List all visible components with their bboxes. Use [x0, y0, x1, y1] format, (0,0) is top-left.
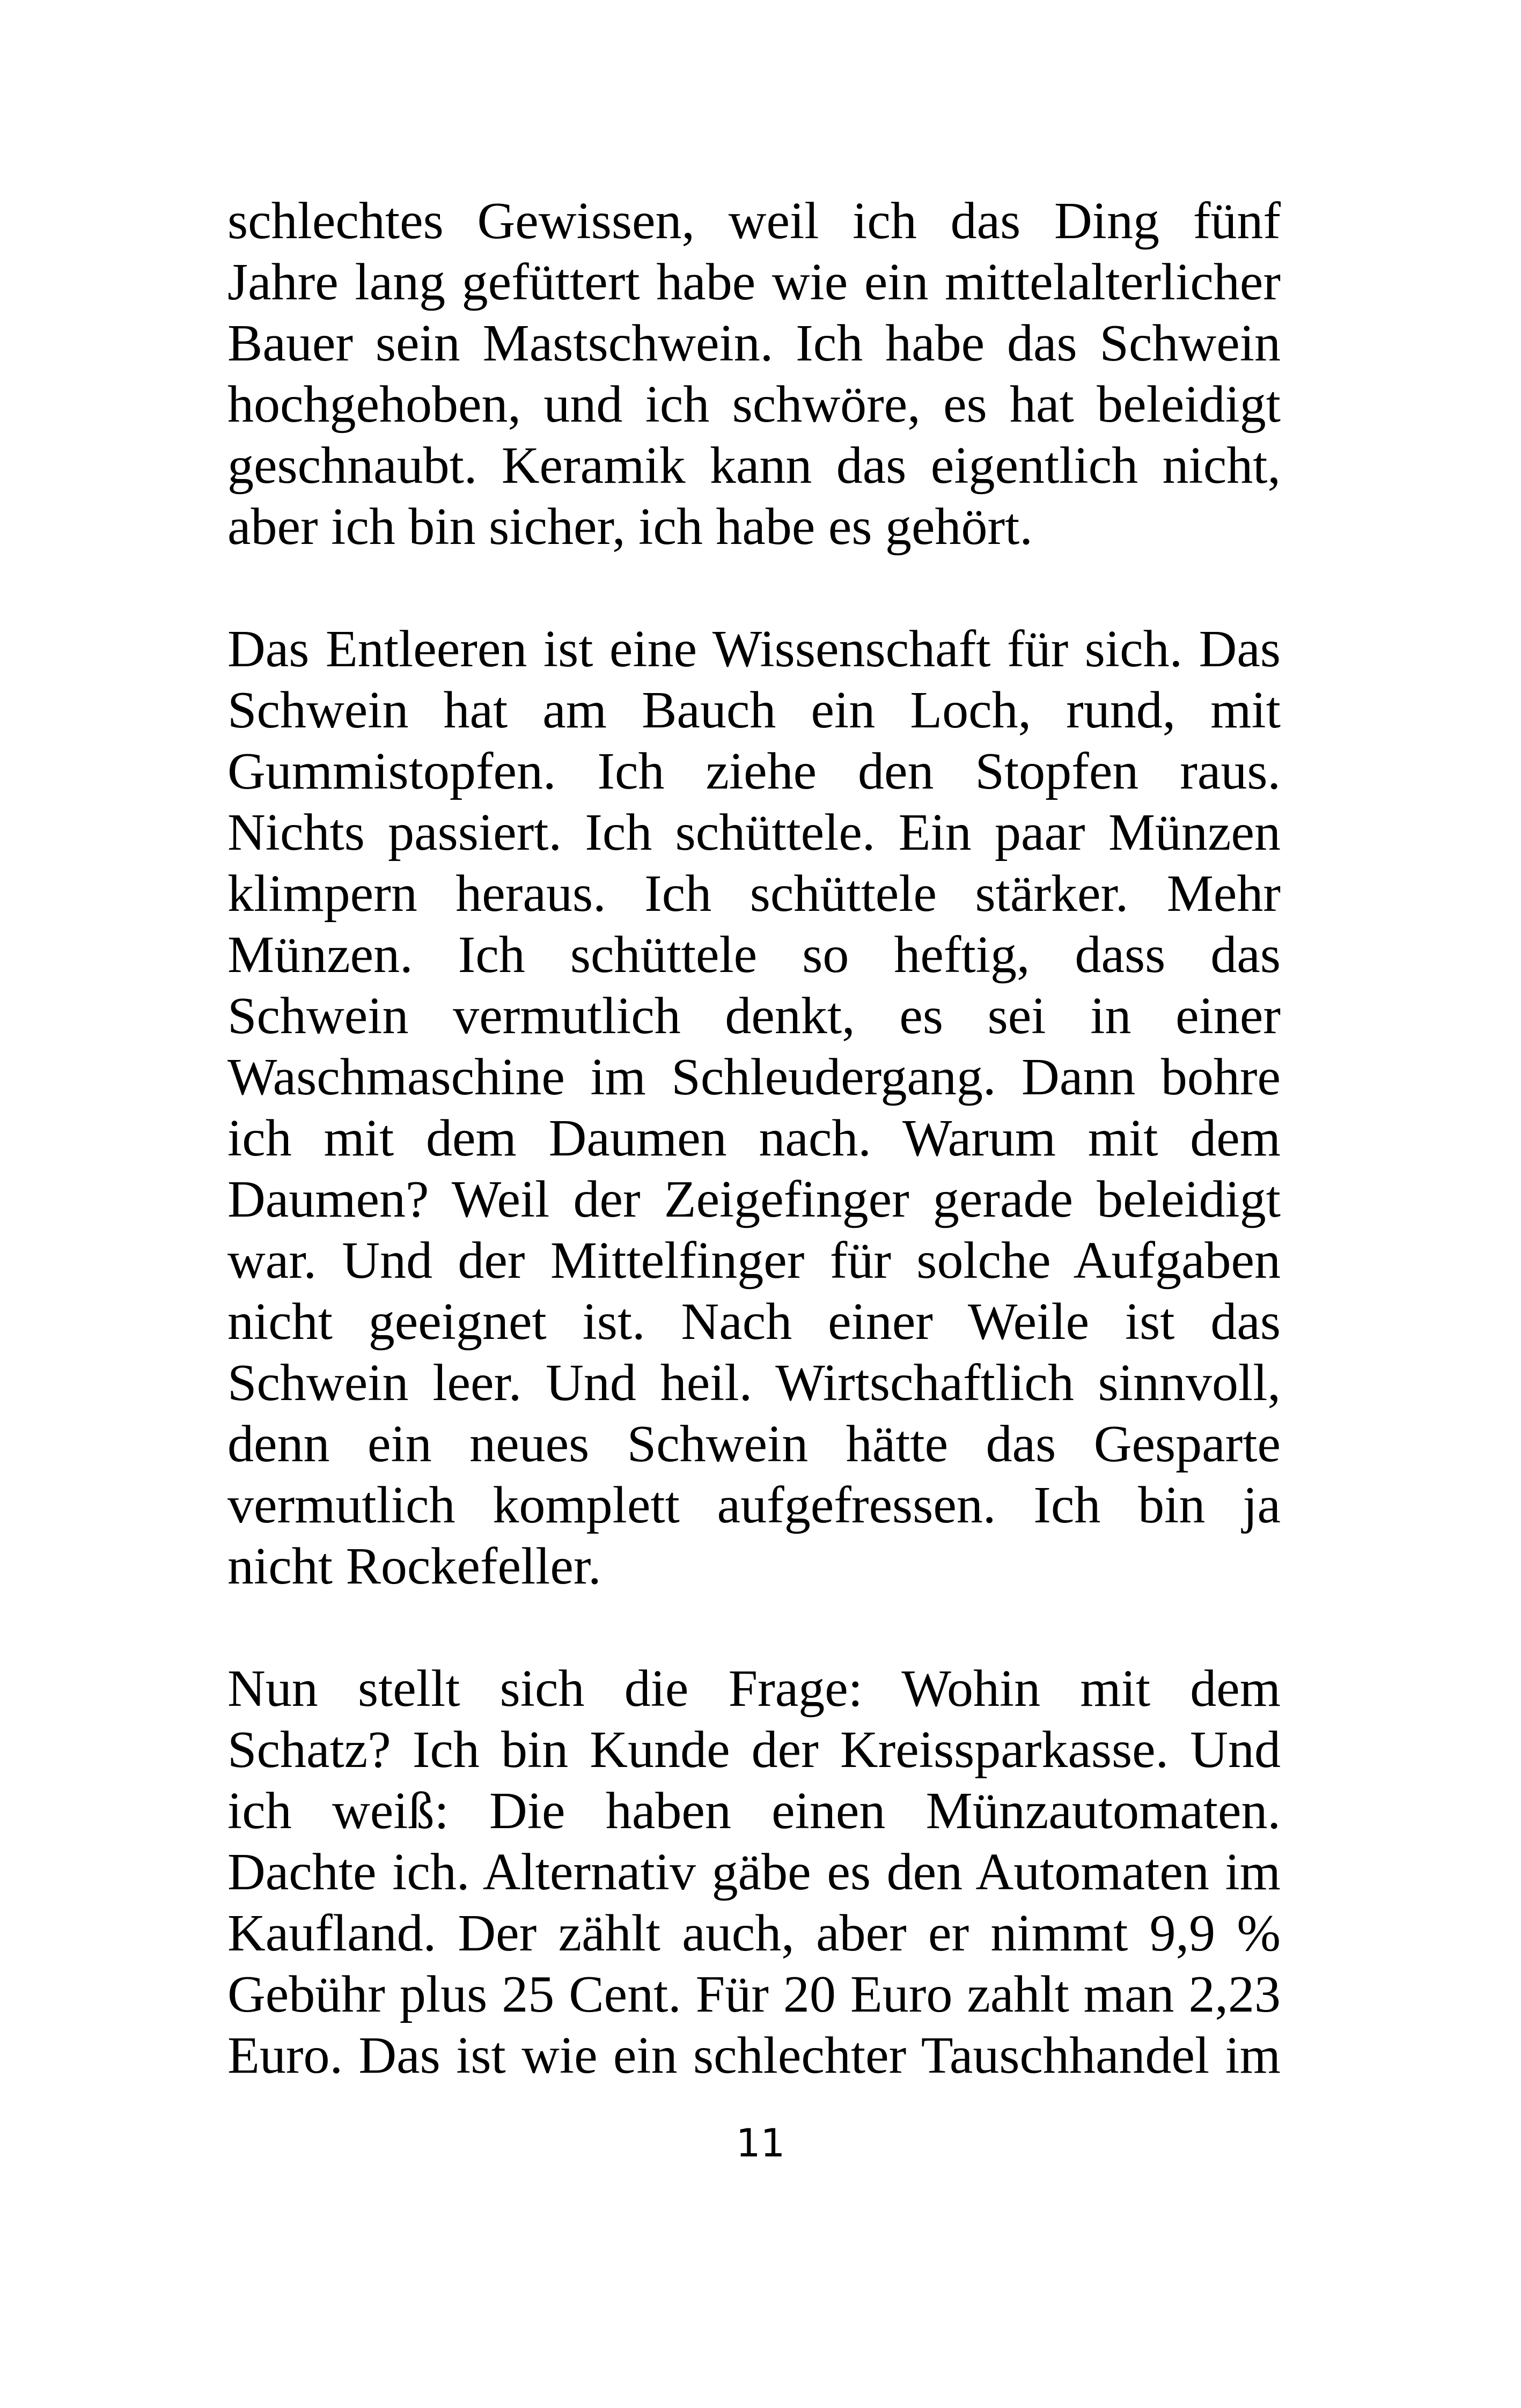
text-line: Münzen. Ich schüttele so heftig, dass das — [227, 926, 1281, 984]
text-line: Waschmaschine im Schleudergang. Dann bohre — [227, 1048, 1281, 1106]
text-line: denn ein neues Schwein hätte das Gesparte — [227, 1415, 1281, 1473]
text-line: Schatz? Ich bin Kunde der Kreissparkasse. Und — [227, 1721, 1281, 1779]
page-number: 11 — [736, 2120, 785, 2166]
text-line: aber ich bin sicher, ich habe es gehört. — [227, 498, 1033, 556]
text-line: Schwein hat am Bauch ein Loch, rund, mit — [227, 681, 1281, 739]
text-line: Kaufland. Der zählt auch, aber er nimmt 9,9 % — [227, 1904, 1281, 1962]
text-line: klimpern heraus. Ich schüttele stärker. Mehr — [227, 865, 1281, 923]
text-line: Daumen? Weil der Zeigefinger gerade beleidigt — [227, 1170, 1281, 1228]
paragraph-1 — [227, 190, 1281, 557]
paragraph-gap — [227, 1597, 1281, 1658]
text-line: geschnaubt. Keramik kann das eigentlich nicht, — [227, 437, 1281, 495]
text-line: vermutlich komplett aufgefressen. Ich bin ja — [227, 1476, 1281, 1534]
text-line: Gummistopfen. Ich ziehe den Stopfen raus. — [227, 742, 1281, 800]
text-line: ich mit dem Daumen nach. Warum mit dem — [227, 1109, 1281, 1167]
text-line: nicht Rockefeller. — [227, 1537, 601, 1595]
body-text — [227, 190, 1281, 2086]
text-line: Schwein leer. Und heil. Wirtschaftlich sinnvoll, — [227, 1354, 1281, 1412]
text-line: Euro. Das ist wie ein schlechter Tauschhandel im — [227, 2027, 1281, 2085]
text-line: Nun stellt sich die Frage: Wohin mit dem — [227, 1660, 1281, 1718]
text-line: ich weiß: Die haben einen Münzautomaten. — [227, 1782, 1281, 1840]
text-line: Schwein vermutlich denkt, es sei in einer — [227, 987, 1281, 1045]
text-line: hochgehoben, und ich schwöre, es hat beleidigt — [227, 375, 1281, 433]
paragraph-3 — [227, 1658, 1281, 2086]
text-line: Nichts passiert. Ich schüttele. Ein paar Münzen — [227, 804, 1281, 861]
text-line: nicht geeignet ist. Nach einer Weile ist das — [227, 1293, 1281, 1351]
text-line: Dachte ich. Alternativ gäbe es den Automaten im — [227, 1843, 1281, 1901]
text-line: war. Und der Mittelfinger für solche Aufgaben — [227, 1232, 1281, 1290]
paragraph-2 — [227, 618, 1281, 1597]
paragraph-gap — [227, 557, 1281, 618]
text-line: Gebühr plus 25 Cent. Für 20 Euro zahlt man 2,23 — [227, 1965, 1281, 2023]
text-line: schlechtes Gewissen, weil ich das Ding fünf — [227, 192, 1281, 250]
text-line: Das Entleeren ist eine Wissenschaft für sich. Das — [227, 620, 1281, 678]
text-line: Bauer sein Mastschwein. Ich habe das Schwein — [227, 314, 1281, 372]
text-line: Jahre lang gefüttert habe wie ein mittelalterlicher — [227, 253, 1281, 311]
